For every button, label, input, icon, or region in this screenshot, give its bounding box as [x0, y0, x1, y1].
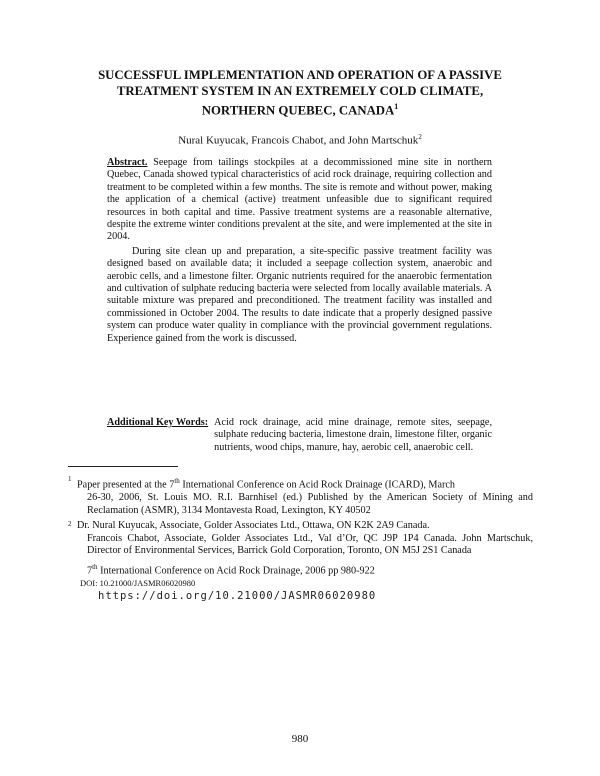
footnote-1-text-b: International Conference on Acid Rock Drainage (ICARD), March: [179, 479, 456, 491]
footnote-1-mark: 1: [68, 475, 72, 483]
conference-citation-b: International Conference on Acid Rock Drainage, 2006 pp 980-922: [97, 565, 375, 577]
doi-link[interactable]: https://doi.org/10.21000/JASMR06020980: [98, 589, 377, 602]
conference-citation-a: 7: [87, 565, 93, 577]
footnote-1-ordinal: th: [174, 477, 180, 485]
title-footnote-mark: 1: [394, 102, 399, 111]
abstract-paragraph-1: [107, 157, 492, 244]
title-line-2: TREATMENT SYSTEM IN AN EXTREMELY COLD CLIMATE,: [116, 83, 484, 98]
conference-citation: [68, 561, 533, 578]
footnotes-section: [68, 475, 533, 603]
author-list: [60, 130, 540, 148]
footnote-1-text: [77, 475, 533, 517]
keywords-section: [107, 417, 492, 454]
abstract-text-1: Seepage from tailings stockpiles at a decommissioned mine site in northern Quebec, Canada showed typical characteristics of acid rock drainage, requiring collection and treatment to be completed within a few months. The site is remote and without power, making the application of a chemical (active) treatment unfeasible due to significant required resources in both capital and time. Passive treatment systems are a reasonable alternative, despite the extreme winter conditions prevalent at the site, and were implemented at the site in 2004.: [107, 157, 492, 243]
title-line-3-text: NORTHERN QUEBEC, CANADA: [201, 103, 395, 118]
doi-label: DOI: 10.21000/JASMR06020980: [80, 577, 196, 588]
paper-title: [60, 68, 540, 119]
author-footnote-mark: 2: [418, 133, 422, 141]
author-names: Nural Kuyucak, Francois Chabot, and John Martschuk: [178, 134, 419, 147]
footnote-2-mark: 2: [68, 520, 72, 529]
keywords-text: Acid rock drainage, acid mine drainage, remote sites, seepage, sulphate reducing bacteria, limestone drain, limestone filter, organic nutrients, wood chips, manure, hay, aerobic cell, anaerobic cell.: [214, 417, 492, 453]
abstract-label: Abstract.: [107, 157, 148, 168]
conference-ordinal: th: [92, 562, 98, 571]
footnote-2-text-a: Dr. Nural Kuyucak, Associate, Golder Associates Ltd., Ottawa, ON K2K 2A9 Canada.: [77, 520, 430, 532]
title-line-3: [60, 99, 540, 119]
footnote-2-text: [77, 520, 533, 558]
footnote-2: [68, 520, 533, 558]
page-number: 980: [291, 733, 309, 745]
footnote-2-text-b: Francois Chabot, Associate, Golder Associates Ltd., Val d’Or, QC J9P 1P4 Canada. John Martschuk, Director of Environmental Services, Barrick Gold Corporation, Toronto, ON M5J 2S1 Canada: [87, 532, 533, 557]
footnote-1-text-a: Paper presented at the 7: [77, 479, 175, 491]
footnote-1-text-c: 26-30, 2006, St. Louis MO. R.I. Barnhisel (ed.) Published by the American Society of Mining and Reclamation (ASMR), 3134 Montavesta Road, Lexington, KY 40502: [87, 491, 533, 516]
keywords-label: Additional Key Words:: [107, 417, 209, 428]
abstract-section: [107, 157, 492, 345]
footnote-divider: [68, 466, 178, 467]
abstract-paragraph-2: During site clean up and preparation, a site-specific passive treatment facility was designed based on available data; it included a seepage collection system, anaerobic and aerobic cells, and a limestone filter. Organic nutrients required for the anaerobic fermentation and cultivation of sulphate reducing bacteria were selected from locally available materials. A suitable mixture was prepared and preconditioned. The treatment facility was installed and commissioned in October 2004. The results to date indicate that a properly designed passive system can produce water quality in compliance with the provincial government regulations. Experience gained from the work is discussed.: [107, 245, 492, 344]
footnote-1: [68, 475, 533, 517]
title-line-1: SUCCESSFUL IMPLEMENTATION AND OPERATION OF A PASSIVE: [98, 68, 502, 82]
